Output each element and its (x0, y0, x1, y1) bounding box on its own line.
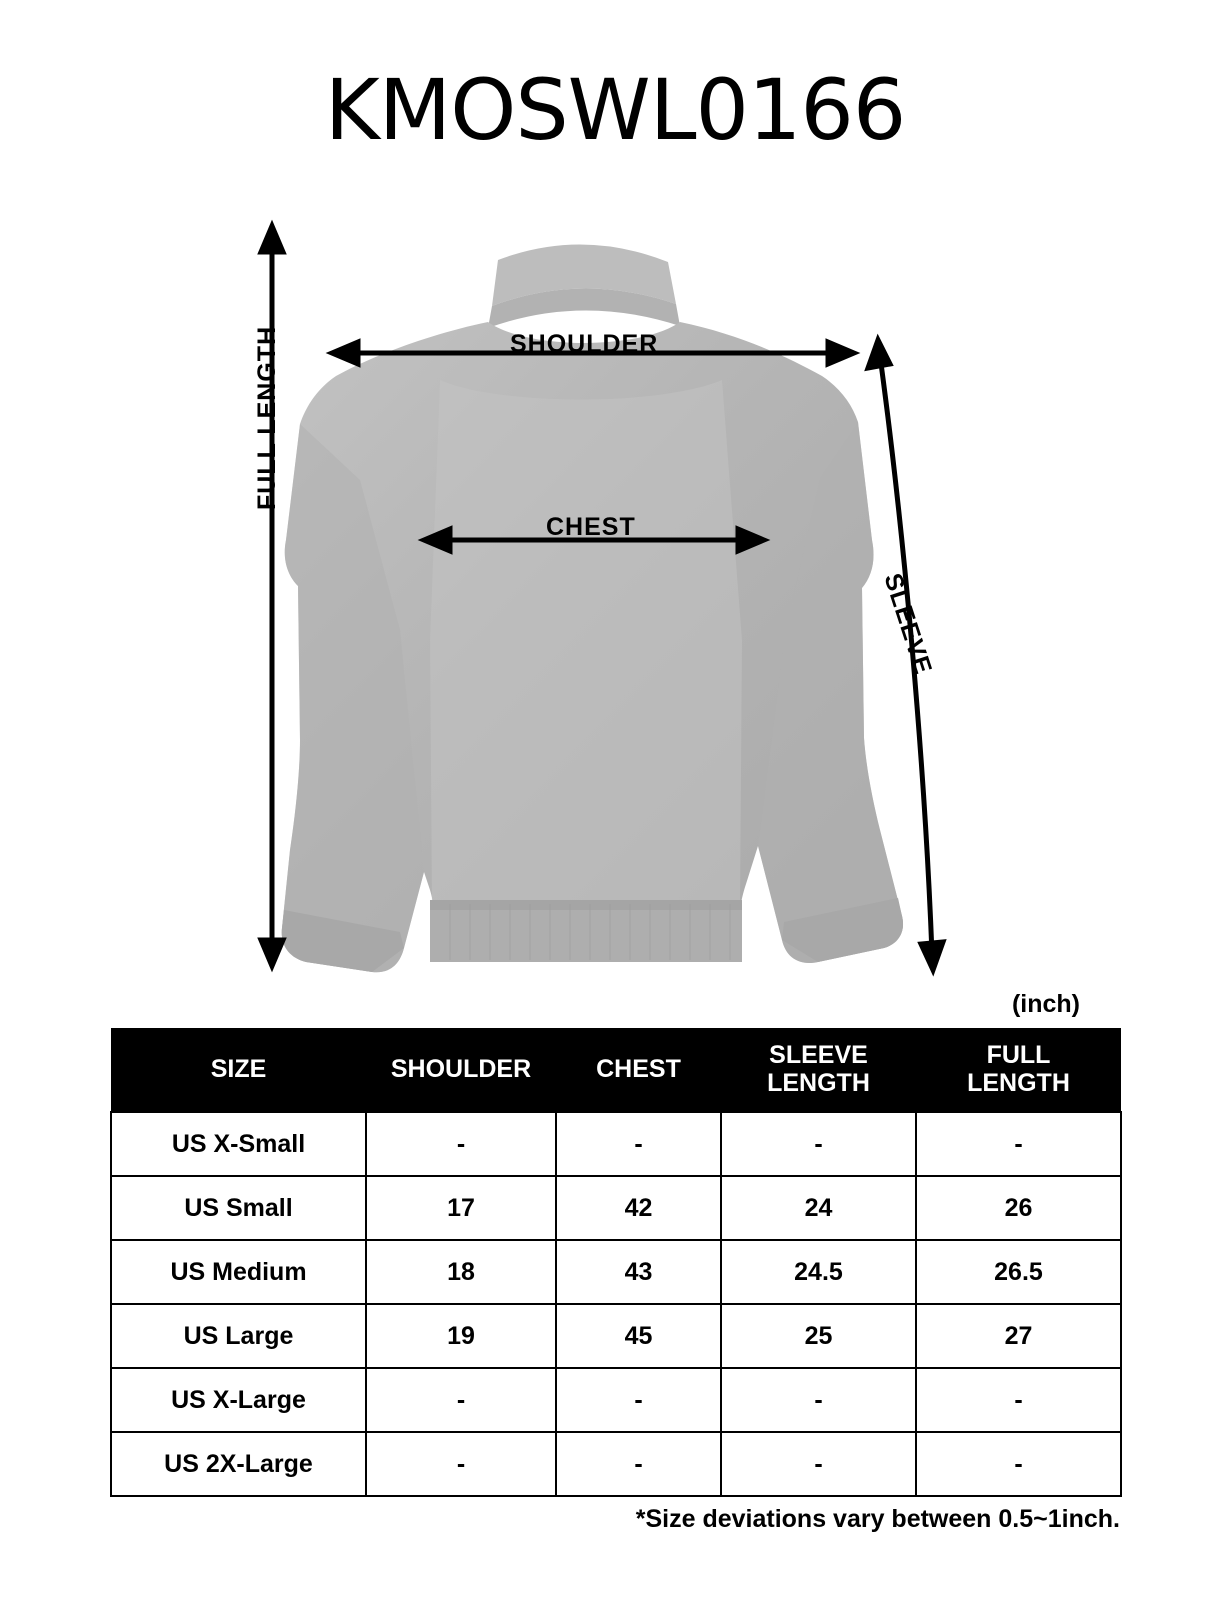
header-shoulder: SHOULDER (366, 1028, 556, 1112)
cell-shoulder: 19 (366, 1304, 556, 1368)
table-row (111, 1432, 1121, 1496)
table-row (111, 1176, 1121, 1240)
cell-size: US X-Large (111, 1368, 366, 1432)
cell-shoulder: 18 (366, 1240, 556, 1304)
size-table (110, 1028, 1122, 1497)
cell-chest: - (556, 1432, 721, 1496)
page-title: KMOSWL0166 (324, 61, 906, 159)
cell-chest: 42 (556, 1176, 721, 1240)
table-row (111, 1304, 1121, 1368)
garment-diagram (0, 210, 1230, 1010)
table-row (111, 1368, 1121, 1432)
header-full-line1: FULL (986, 1041, 1051, 1069)
cell-shoulder: - (366, 1112, 556, 1176)
cell-sleeve: - (721, 1432, 916, 1496)
header-sleeve-line1: SLEEVE (769, 1041, 868, 1069)
table-row (111, 1112, 1121, 1176)
cell-full: 27 (916, 1304, 1121, 1368)
cell-sleeve: 24.5 (721, 1240, 916, 1304)
header-full-line2: LENGTH (967, 1068, 1070, 1097)
label-sleeve: SLEEVE (878, 570, 938, 679)
cell-full: - (916, 1368, 1121, 1432)
table-row (111, 1240, 1121, 1304)
header-chest: CHEST (556, 1028, 721, 1112)
cell-full: - (916, 1432, 1121, 1496)
table-header-row (111, 1028, 1121, 1112)
cell-sleeve: 25 (721, 1304, 916, 1368)
footnote: *Size deviations vary between 0.5~1inch. (635, 1505, 1120, 1533)
header-full-length (916, 1028, 1121, 1112)
cell-size: US Small (111, 1176, 366, 1240)
label-chest: CHEST (546, 513, 636, 541)
cell-chest: 45 (556, 1304, 721, 1368)
cell-sleeve: 24 (721, 1176, 916, 1240)
label-shoulder: SHOULDER (510, 330, 659, 358)
cell-chest: - (556, 1368, 721, 1432)
cell-size: US Large (111, 1304, 366, 1368)
unit-note: (inch) (1011, 990, 1080, 1018)
cell-size: US Medium (111, 1240, 366, 1304)
cell-size: US 2X-Large (111, 1432, 366, 1496)
cell-shoulder: - (366, 1368, 556, 1432)
cell-size: US X-Small (111, 1112, 366, 1176)
header-sleeve-length (721, 1028, 916, 1112)
cell-sleeve: - (721, 1112, 916, 1176)
cell-full: - (916, 1112, 1121, 1176)
cell-sleeve: - (721, 1368, 916, 1432)
cell-shoulder: 17 (366, 1176, 556, 1240)
cell-chest: - (556, 1112, 721, 1176)
label-full-length: FULL LENGTH (253, 325, 281, 510)
cell-chest: 43 (556, 1240, 721, 1304)
header-sleeve-line2: LENGTH (767, 1068, 870, 1097)
cell-full: 26 (916, 1176, 1121, 1240)
cell-shoulder: - (366, 1432, 556, 1496)
cell-full: 26.5 (916, 1240, 1121, 1304)
header-size: SIZE (111, 1028, 366, 1112)
